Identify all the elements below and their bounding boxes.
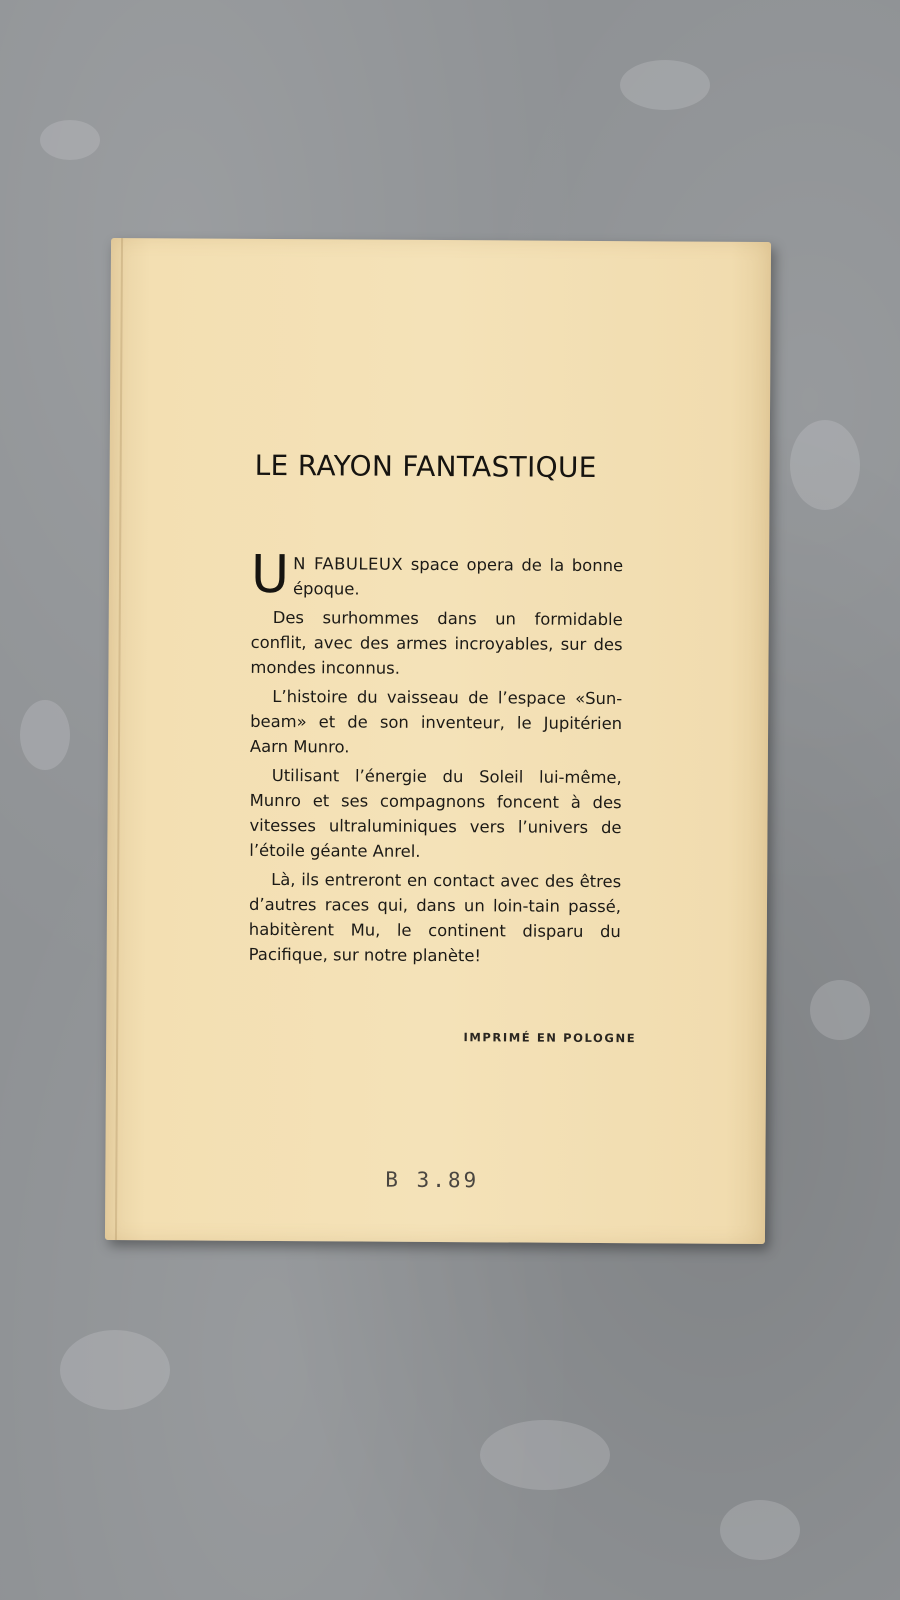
book-series-title: LE RAYON FANTASTIQUE — [254, 448, 597, 484]
blurb-p1-rest: space opera de la bonne époque. — [292, 554, 624, 599]
blurb-dropcap: U — [250, 544, 290, 606]
book-back-cover — [105, 238, 771, 1244]
blurb-paragraph-4: Utilisant l’énergie du Soleil lui-même, Munro et ses compagnons foncent à des vitesses ultraluminiques vers l’univers de l’étoile géante Anrel. — [249, 765, 622, 861]
blurb-lead: N FABULEUX — [293, 554, 404, 574]
blurb-paragraph-2: Des surhommes dans un formidable conflit, avec des armes incroyables, sur des mondes inconnus. — [250, 607, 623, 678]
blurb-paragraph-3: L’histoire du vaisseau de l’espace «Sun-beam» et de son inventeur, le Jupitérien Aarn Munro. — [249, 686, 623, 757]
imprint-line: IMPRIMÉ EN POLOGNE — [463, 1030, 637, 1046]
blurb-paragraph-5: Là, ils entreront en contact avec des êtres d’autres races qui, dans un loin-tain passé, habitèrent Mu, le continent disparu du Pacifique, sur notre planète! — [248, 869, 622, 966]
price-stamp: B 3.89 — [385, 1167, 480, 1193]
blurb-paragraph-1 — [250, 544, 624, 606]
book-blurb — [248, 544, 624, 973]
